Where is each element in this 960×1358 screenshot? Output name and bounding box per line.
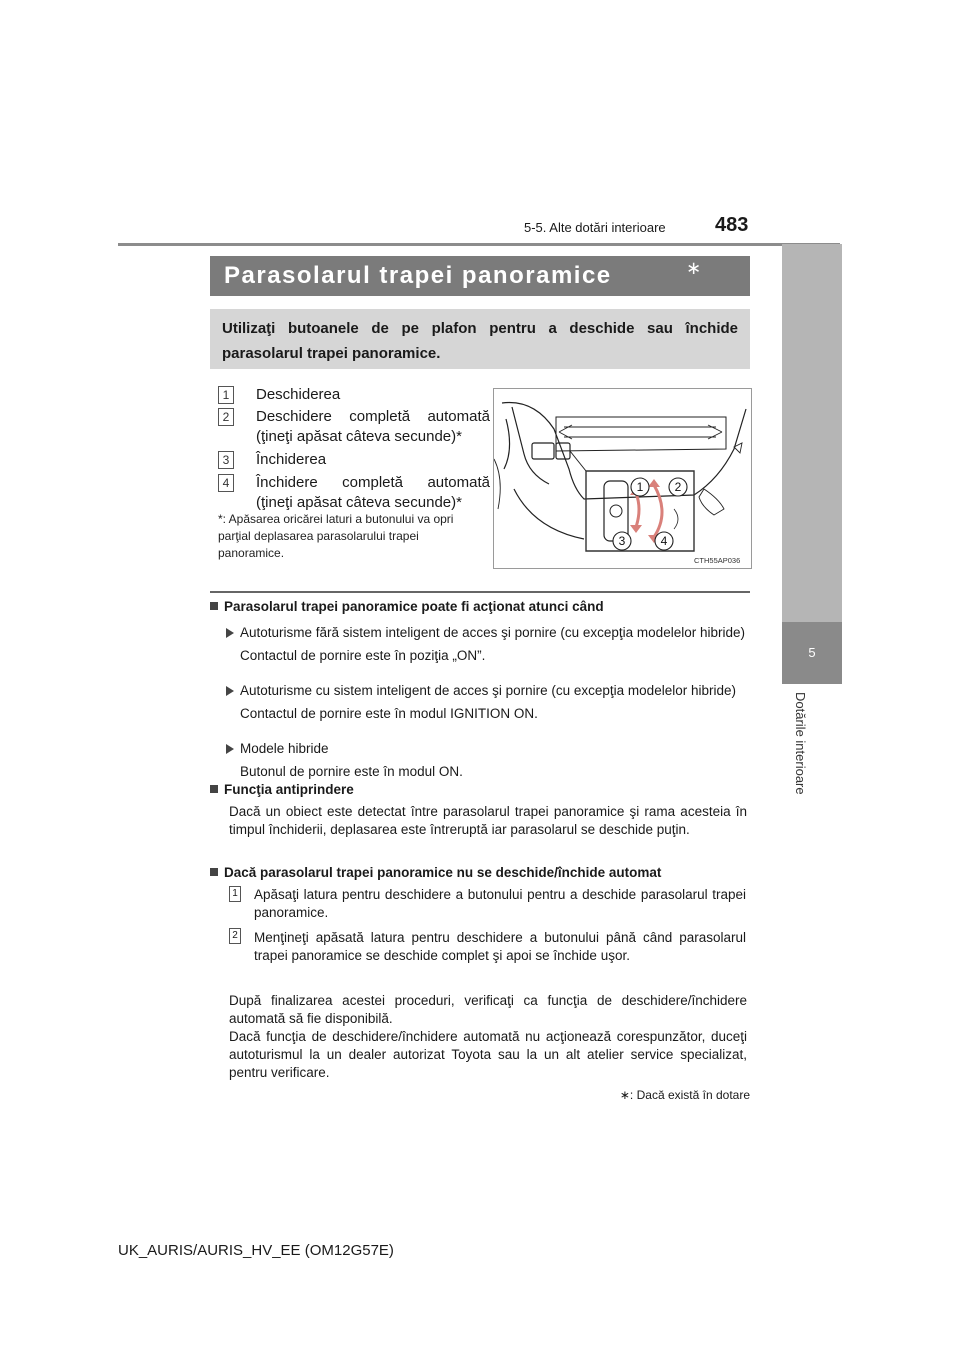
section-title: 5-5. Alte dotări interioare bbox=[524, 220, 666, 235]
section-rule bbox=[210, 591, 750, 593]
header-rule bbox=[118, 243, 840, 246]
step-text: Închiderea bbox=[256, 451, 327, 468]
sunshade-illustration bbox=[493, 388, 752, 569]
step-number: 4 bbox=[218, 474, 234, 492]
step-item bbox=[218, 407, 490, 447]
step-footnote: *: Apăsarea oricărei laturi a butonului va opri parţial deplasarea parasolarului trapei panoramice. bbox=[218, 512, 454, 560]
step-number: 2 bbox=[229, 928, 241, 944]
roof-console-drawing bbox=[494, 389, 751, 568]
list-item-title: Autoturisme cu sistem inteligent de acces şi pornire (cu excepţia modelelor hibride) bbox=[240, 683, 736, 698]
figure-code: CTH55AP036 bbox=[694, 556, 741, 565]
procedure-step-text: Apăsaţi latura pentru deschidere a butonului pentru a deschide parasolarul trapei panoramice. bbox=[254, 887, 746, 920]
list-item-detail: Contactul de pornire este în modul IGNITION ON. bbox=[240, 706, 538, 721]
figure-label: 1 bbox=[636, 480, 644, 494]
list-item-detail: Contactul de pornire este în poziţia „ON”. bbox=[240, 648, 486, 663]
step-item bbox=[218, 385, 490, 405]
title-asterisk: ∗ bbox=[686, 258, 702, 278]
list-item-detail: Butonul de pornire este în modul ON. bbox=[240, 764, 463, 779]
list-item-title: Modele hibride bbox=[240, 741, 329, 756]
list-item-title: Autoturisme fără sistem inteligent de acces şi pornire (cu excepţia modelelor hibride) bbox=[240, 625, 745, 640]
chapter-number: 5 bbox=[782, 622, 842, 684]
procedure-note: După finalizarea acestei proceduri, verificaţi ca funcţia de deschidere/închidere automată să fie disponibilă. bbox=[229, 993, 747, 1026]
antipinch-text: Dacă un obiect este detectat între parasolarul trapei panoramice şi rama acesteia în timpul închiderii, deplasarea este întreruptă iar parasolarul se deschide puţin. bbox=[229, 804, 747, 837]
procedure-note: Dacă funcţia de deschidere/închidere automată nu acţionează corespunzător, duceţi autoturismul la un dealer autorizat Toyota sau la un alt atelier service specializat, pentru verificare. bbox=[229, 1029, 747, 1080]
step-item bbox=[218, 450, 490, 470]
page-title-bar bbox=[210, 256, 750, 296]
step-number: 2 bbox=[218, 408, 234, 426]
square-bullet-icon bbox=[210, 868, 218, 876]
step-text: Închidere completă automată (ţineţi apăsat câteva secunde)* bbox=[256, 474, 490, 511]
step-number: 3 bbox=[218, 451, 234, 469]
figure-label: 3 bbox=[618, 534, 626, 548]
step-number: 1 bbox=[218, 386, 234, 404]
arrow-bullet-icon bbox=[226, 686, 234, 696]
square-bullet-icon bbox=[210, 602, 218, 610]
step-text: Deschiderea bbox=[256, 386, 341, 403]
chapter-tab-strip bbox=[782, 244, 842, 622]
list-item bbox=[226, 624, 746, 665]
footer-code: UK_AURIS/AURIS_HV_EE (OM12G57E) bbox=[118, 1242, 394, 1259]
arrow-bullet-icon bbox=[226, 628, 234, 638]
section-heading: Funcţia antiprindere bbox=[210, 782, 354, 797]
list-item bbox=[226, 682, 746, 723]
step-text: Deschidere completă automată (ţineţi apăsat câteva secunde)* bbox=[256, 408, 490, 445]
page-number: 483 bbox=[715, 214, 749, 236]
step-item bbox=[218, 473, 490, 513]
arrow-bullet-icon bbox=[226, 744, 234, 754]
intro-text: Utilizaţi butoanele de pe plafon pentru a deschide sau închide parasolarul trapei panoramice. bbox=[222, 320, 738, 362]
procedure-step-text: Menţineţi apăsată latura pentru deschidere a butonului până când parasolarul trapei panoramice se deschide complet şi apoi se închide uşor. bbox=[254, 930, 746, 963]
section-heading: Dacă parasolarul trapei panoramice nu se deschide/închide automat bbox=[210, 865, 661, 880]
list-item bbox=[226, 740, 746, 781]
figure-label: 2 bbox=[674, 480, 682, 494]
figure-label: 4 bbox=[660, 534, 668, 548]
intro-box bbox=[210, 309, 750, 369]
step-number: 1 bbox=[229, 886, 241, 902]
availability-note: ∗: Dacă există în dotare bbox=[619, 1088, 750, 1102]
chapter-title: Dotările interioare bbox=[793, 692, 808, 795]
page-title: Parasolarul trapei panoramice bbox=[224, 262, 612, 289]
section-heading: Parasolarul trapei panoramice poate fi acţionat atunci când bbox=[210, 599, 604, 614]
square-bullet-icon bbox=[210, 785, 218, 793]
